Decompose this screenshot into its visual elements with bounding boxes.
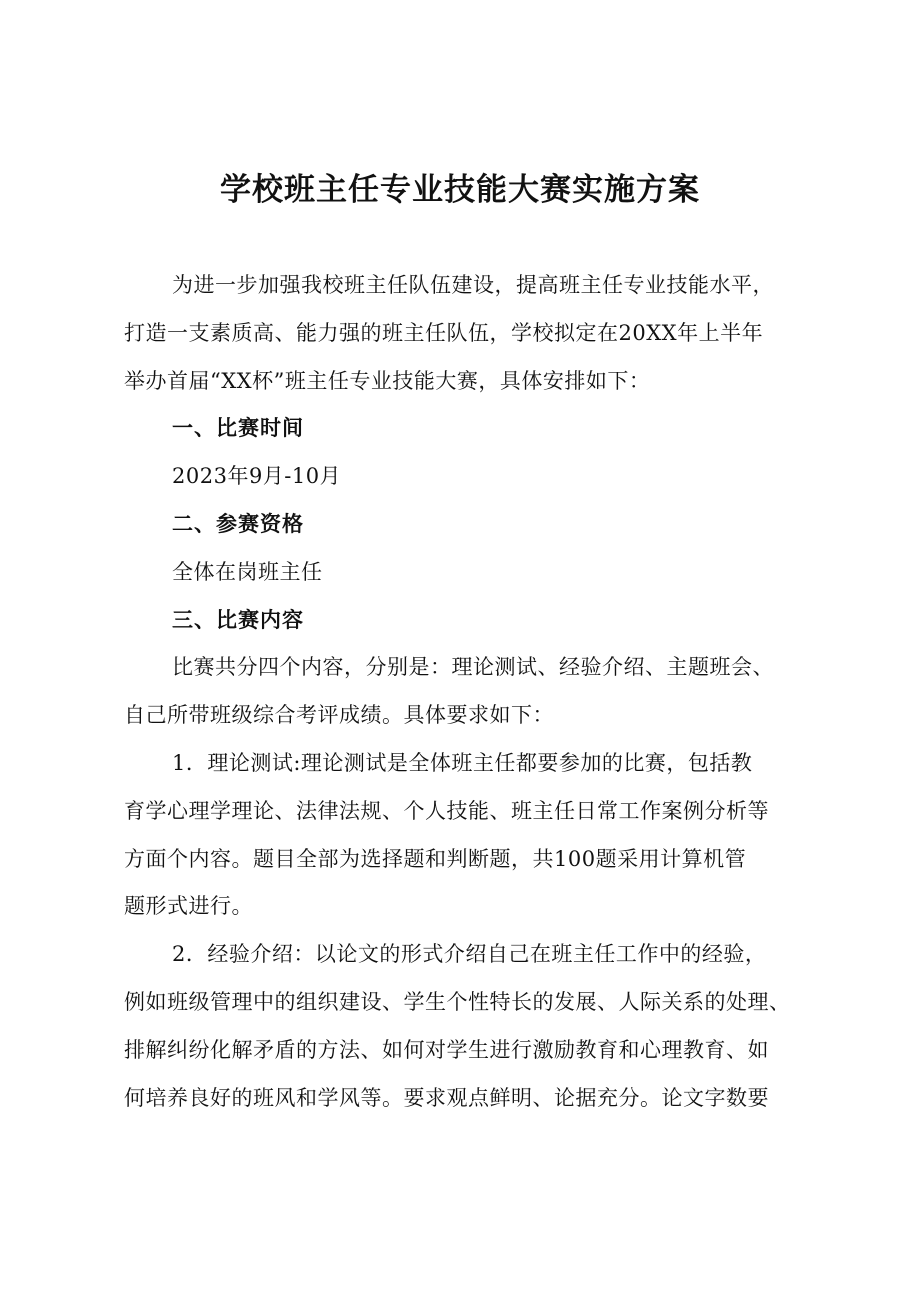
item-line: 例如班级管理中的组织建设、学生个性特长的发展、人际关系的处理、 — [124, 989, 791, 1014]
section-content-paragraph — [124, 644, 829, 740]
intro-line: 打造一支素质高、能力强的班主任队伍，学校拟定在20XX年上半年 — [124, 320, 764, 345]
item-line: 1．理论测试:理论测试是全体班主任都要参加的比赛，包括教 — [172, 750, 753, 775]
item-line: 2．经验介绍：以论文的形式介绍自己在班主任工作中的经验， — [172, 942, 767, 967]
section-heading-time: 一、比赛时间 — [172, 416, 304, 441]
section-heading-eligibility: 二、参赛资格 — [172, 511, 304, 536]
item-line: 题形式进行。 — [124, 894, 253, 919]
item-line: 排解纠纷化解矛盾的方法、如何对学生进行激励教育和心理教育、如 — [124, 1037, 769, 1062]
section-heading-content: 三、比赛内容 — [172, 607, 304, 632]
intro-paragraph — [124, 262, 829, 405]
item-line: 方面个内容。题目全部为选择题和判断题，共100题采用计算机管 — [124, 846, 747, 871]
item-experience-intro — [124, 931, 829, 1122]
section-content-line: 比赛共分四个内容，分别是：理论测试、经验介绍、主题班会、 — [172, 655, 774, 680]
item-line: 育学心理学理论、法律法规、个人技能、班主任日常工作案例分析等 — [124, 798, 769, 823]
item-line: 何培养良好的班风和学风等。要求观点鲜明、论据充分。论文字数要 — [124, 1085, 769, 1110]
document-title: 学校班主任专业技能大赛实施方案 — [220, 172, 700, 208]
intro-line: 举办首届“XX杯”班主任专业技能大赛，具体安排如下： — [124, 368, 651, 393]
item-theory-test — [124, 740, 829, 931]
section-content-time: 2023年9月-10月 — [172, 464, 342, 489]
section-content-eligibility: 全体在岗班主任 — [172, 559, 323, 584]
section-content-line: 自己所带班级综合考评成绩。具体要求如下： — [124, 703, 554, 728]
document-body — [124, 262, 829, 1122]
intro-line: 为进一步加强我校班主任队伍建设，提高班主任专业技能水平， — [172, 273, 774, 297]
